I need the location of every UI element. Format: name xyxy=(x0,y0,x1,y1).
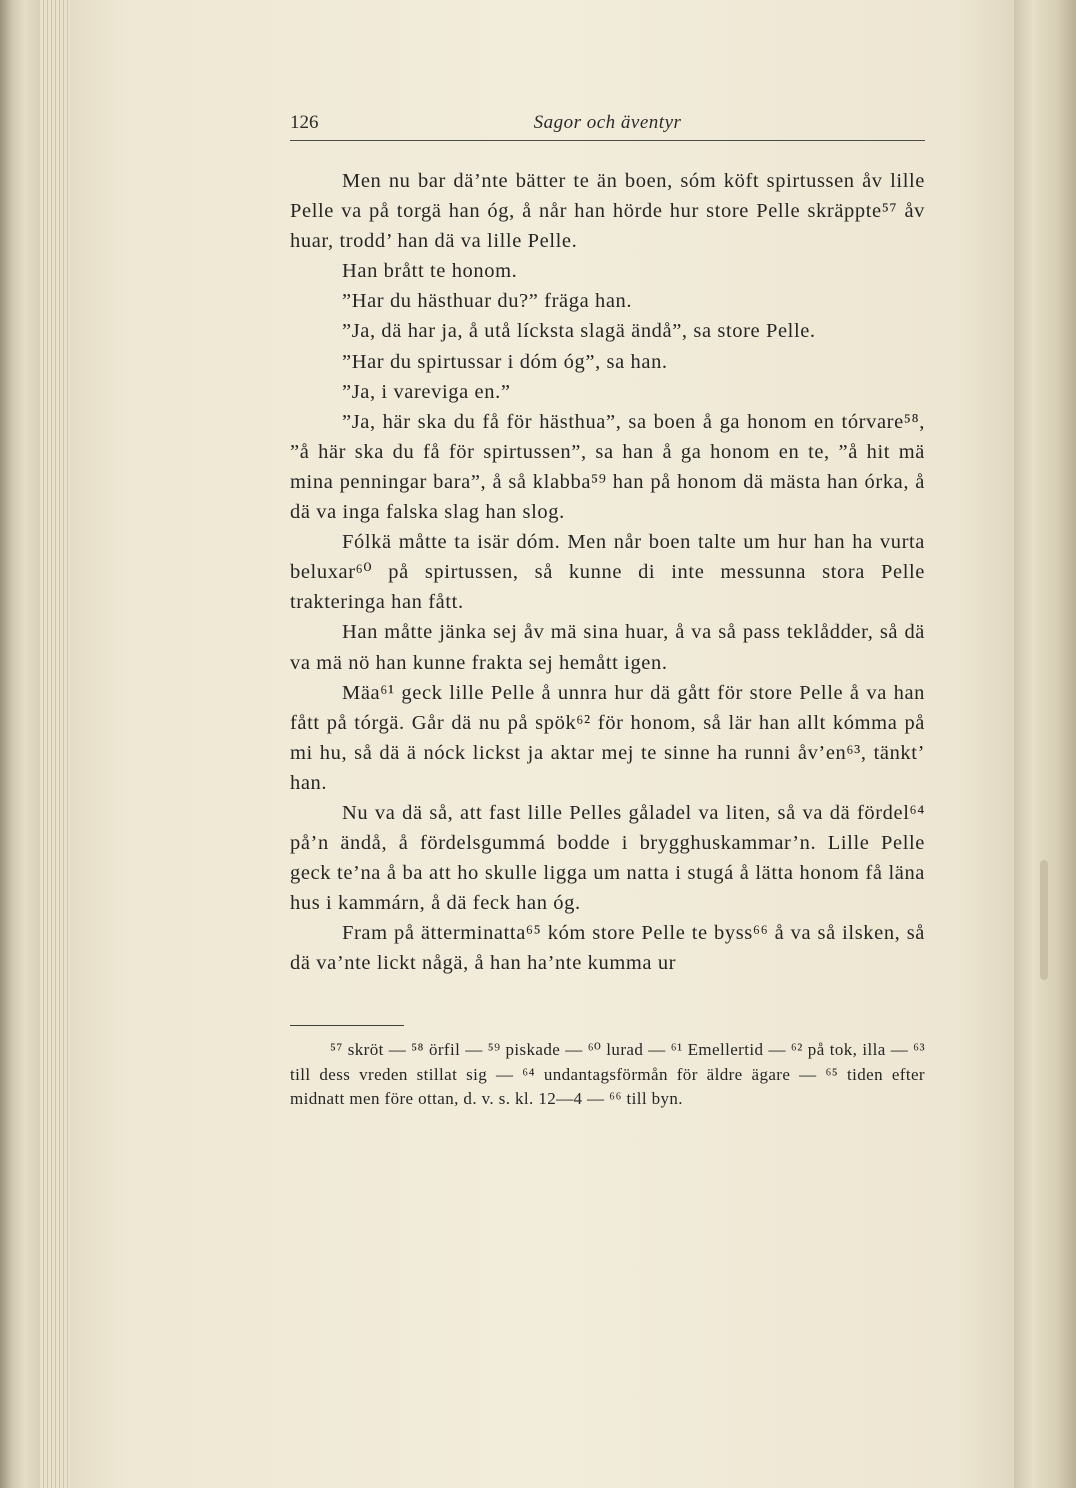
paragraph: ”Har du spirtussar i dóm óg”, sa han. xyxy=(342,350,668,373)
paragraph: ”Ja, här ska du få för hästhua”, sa boen å ga honom en tórvare⁵⁸, ”å här ska du få för spirtussen”, sa han å ga honom en te, ”å hit mä mina penningar bara”, å så klabba⁵⁹ han på honom dä mästa han órka, å dä va inga falska slag han slog. xyxy=(290,410,925,524)
paragraph: Fram på ätterminatta⁶⁵ kóm store Pelle te byss⁶⁶ å va så ilsken, så dä va’nte lickt någä, å han ha’nte kumma ur xyxy=(290,922,925,975)
paragraph: ”Har du hästhuar du?” fräga han. xyxy=(342,290,633,313)
book-spine-shadow xyxy=(0,0,40,1488)
facing-page-edge xyxy=(1014,0,1076,1488)
paragraph: Nu va dä så, att fast lille Pelles gåladel va liten, så va dä fördel⁶⁴ på’n ändå, å fördelsgummá bodde i brygghuskammar’n. Lille Pelle geck te’na å ba att ho skulle ligga um natta i stugá å lätta honom få läna hus i kammárn, å dä feck han óg. xyxy=(290,801,925,915)
running-title: Sagor och äventyr xyxy=(533,112,682,133)
footnotes xyxy=(290,1038,925,1112)
page-number: 126 xyxy=(290,112,319,133)
paragraph: Han måtte jänka sej åv mä sina huar, å va så pass teklådder, så dä va mä nö han kunne frakta sej hemått igen. xyxy=(290,621,925,674)
footnote-divider xyxy=(290,1025,404,1026)
paragraph: ”Ja, dä har ja, å utå lícksta slagä ändå”, sa store Pelle. xyxy=(342,320,816,343)
footnote-text: ⁵⁷ skröt — ⁵⁸ örfil — ⁵⁹ piskade — ⁶⁰ lurad — ⁶¹ Emellertid — ⁶² på tok, illa — ⁶³ till dess vreden stillat sig — ⁶⁴ undantagsförmån för äldre ägare — ⁶⁵ tiden efter midnatt men före ottan, d. v. s. kl. 12—4 — ⁶⁶ till byn. xyxy=(290,1040,925,1108)
paper-stain xyxy=(1040,860,1048,980)
page-stack-edges xyxy=(40,0,70,1488)
body-text xyxy=(290,166,925,979)
paragraph: Fólkä måtte ta isär dóm. Men når boen talte um hur han ha vurta beluxar⁶⁰ på spirtussen, så kunne di inte messunna stora Pelle trakteringa han fått. xyxy=(290,531,925,614)
page-header xyxy=(290,112,925,141)
paragraph: Men nu bar dä’nte bätter te än boen, sóm köft spirtussen åv lille Pelle va på torgä han óg, å når han hörde hur store Pelle skräppte⁵⁷ åv huar, trodd’ han dä va lille Pelle. xyxy=(290,170,925,253)
paragraph: Mäa⁶¹ geck lille Pelle å unnra hur dä gått för store Pelle å va han fått på tórgä. Går dä nu på spök⁶² för honom, så lär han allt kómma på mi hu, så dä ä nóck lickst ja aktar mej te sinne ha runni åv’en⁶³, tänkt’ han. xyxy=(290,681,925,794)
paragraph: ”Ja, i vareviga en.” xyxy=(342,380,511,403)
paragraph: Han brått te honom. xyxy=(342,260,518,283)
